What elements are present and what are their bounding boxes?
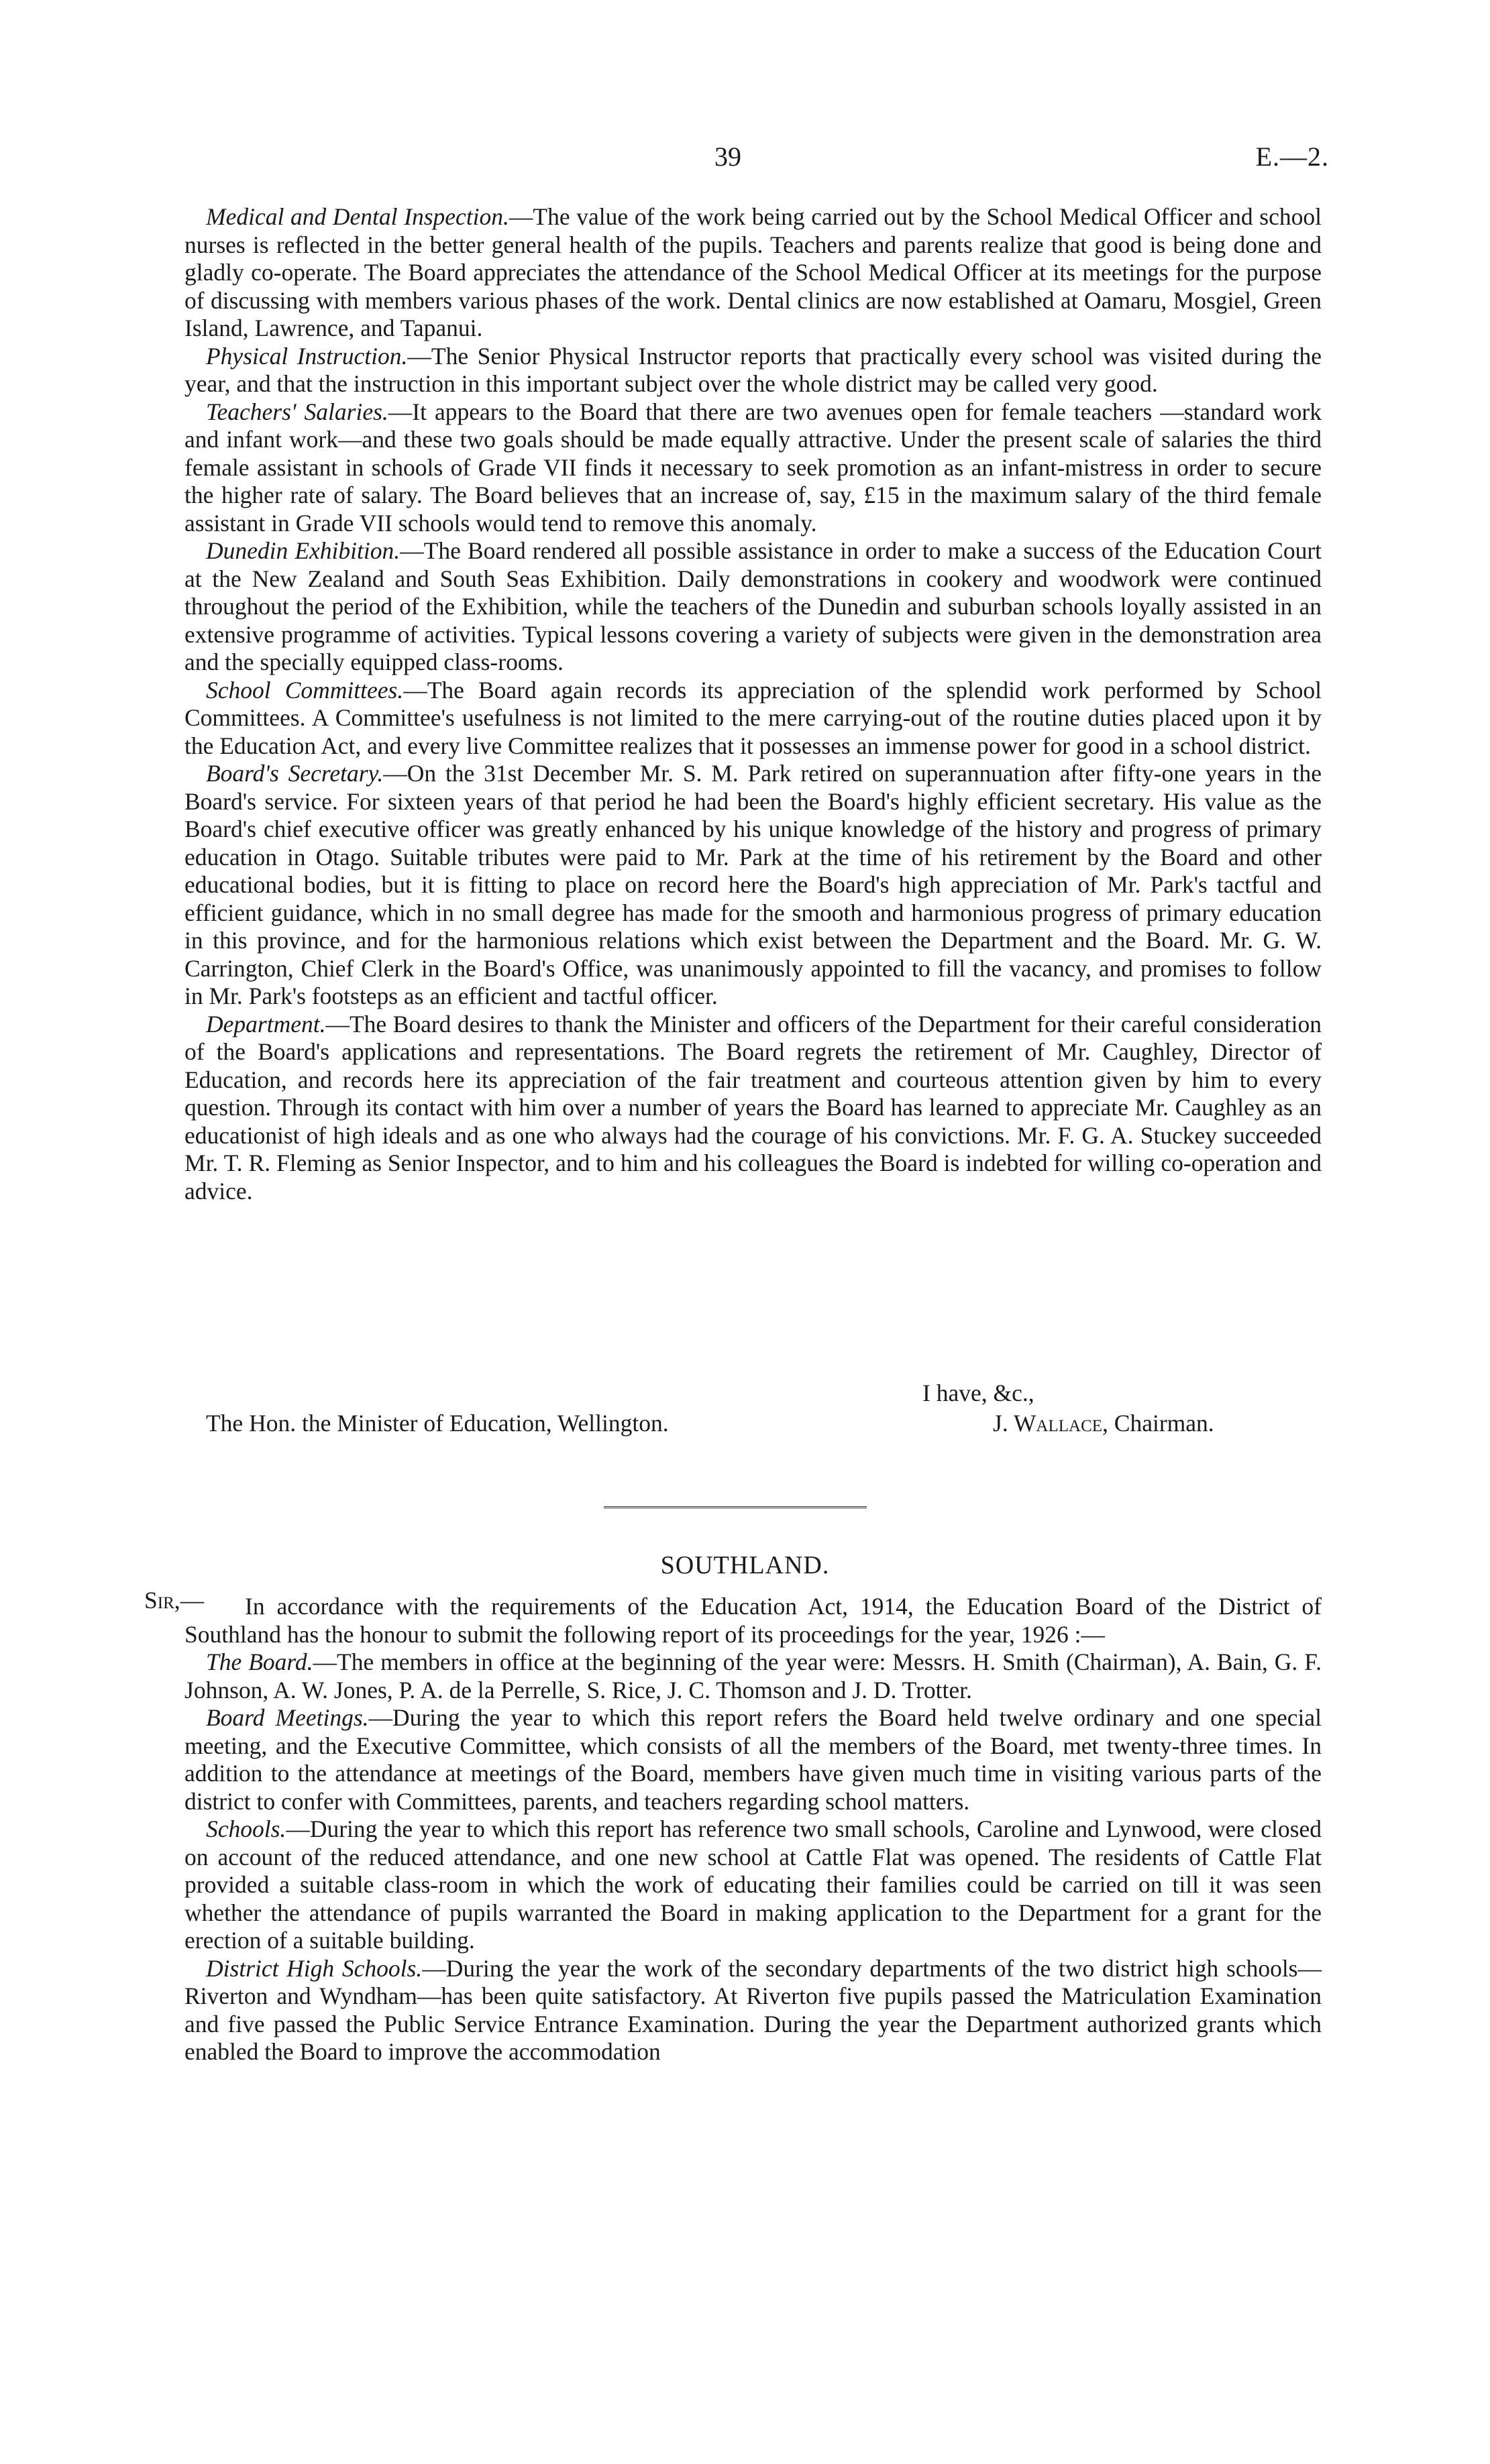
closing-phrase: I have, &c., <box>922 1380 1034 1406</box>
paragraph-heading: Teachers' Salaries. <box>206 398 388 425</box>
paragraph-the-board <box>184 1648 1322 1704</box>
paragraph-text: —The Senior Physical Instructor reports that practically every school was visited during the year, and that the instruction in this important subject over the whole district may be called very good. <box>184 342 1322 397</box>
paragraph-heading: Board Meetings. <box>206 1704 369 1731</box>
paragraph-text: In accordance with the requirements of the Education Act, 1914, the Education Board of the District of Southland has the honour to submit the following report of its proceedings for the year, 1926 :— <box>184 1593 1322 1648</box>
paragraph-text: —During the year the work of the secondary departments of the two district high schools—Riverton and Wyndham—has been quite satisfactory. At Riverton five pupils passed the Matriculation Examination and five passed the Public Service Entrance Examination. During the year the Department authorized grants which enabled the Board to improve the accommodation <box>184 1954 1322 2065</box>
paragraph-text: —The Board rendered all possible assistance in order to make a success of the Education Court at the New Zealand and South Seas Exhibition. Daily demonstrations in cookery and woodwork were continued throughout the period of the Exhibition, while the teachers of the Dunedin and suburban schools loyally assisted in an extensive programme of activities. Typical lessons covering a variety of subjects were given in the demonstration area and the specially equipped class-rooms. <box>184 537 1322 675</box>
paragraph-physical-instruction <box>184 343 1322 398</box>
paragraph-heading: Medical and Dental Inspection. <box>206 203 509 230</box>
paragraph-text: —The members in office at the beginning of the year were: Messrs. H. Smith (Chairman), A. Bain, G. F. Johnson, A. W. Jones, P. A. de la Perrelle, S. Rice, J. C. Thomson and J. D. Trotter. <box>184 1648 1322 1703</box>
signature-name: J. Wallace, <box>993 1410 1108 1437</box>
section-title-southland: SOUTHLAND. <box>660 1551 830 1579</box>
paragraph-district-high-schools <box>184 1955 1322 2066</box>
document-reference: E.—2. <box>1255 142 1329 172</box>
paragraph-text: —The Board again records its appreciation of the splendid work performed by School Committees. A Committee's usefulness is not limited to the mere carrying-out of the routine duties placed upon it by the Education Act, and every live Committee realizes that it possesses an immense power for good in a school district. <box>184 676 1322 759</box>
paragraph-medical-dental <box>184 203 1322 343</box>
page-number: 39 <box>714 142 741 172</box>
paragraph-text: —During the year to which this report refers the Board held twelve ordinary and one special meeting, and the Executive Committee, which consists of all the members of the Board, met twenty-three times. In addition to the attendance at meetings of the Board, members have given much time in visiting various parts of the district to confer with Committees, parents, and teachers regarding school matters. <box>184 1704 1322 1815</box>
paragraph-heading: District High Schools. <box>206 1954 423 1982</box>
paragraph-heading: The Board. <box>206 1648 313 1675</box>
addressee: The Hon. the Minister of Education, Wellington. <box>206 1410 669 1437</box>
paragraph-text: —During the year to which this report has reference two small schools, Caroline and Lynwood, were closed on account of the reduced attendance, and one new school at Cattle Flat was opened. The residents of Cattle Flat provided a suitable class-room in which the work of educating their families could be carried on till it was seen whether the attendance of pupils warranted the Board in making application to the Department for a grant for the erection of a suitable building. <box>184 1815 1322 1954</box>
southland-report-body <box>184 1593 1322 2066</box>
section-divider <box>604 1506 867 1508</box>
paragraph-teachers-salaries <box>184 398 1322 538</box>
paragraph-introduction <box>184 1593 1322 1648</box>
otago-report-body <box>184 203 1322 1205</box>
paragraph-text: —It appears to the Board that there are two avenues open for female teachers —standard work and infant work—and these two goals should be made equally attractive. Under the present scale of salaries the third female assistant in schools of Grade VII finds it necessary to seek promotion as an infant-mistress in order to secure the higher rate of salary. The Board believes that an increase of, say, £15 in the maximum salary of the third female assistant in Grade VII schools would tend to remove this anomaly. <box>184 398 1322 537</box>
paragraph-text: —On the 31st December Mr. S. M. Park retired on superannuation after fifty-one years in the Board's service. For sixteen years of that period he had been the Board's highly efficient secretary. His value as the Board's chief executive officer was greatly enhanced by his unique knowledge of the history and progress of primary education in Otago. Suitable tributes were paid to Mr. Park at the time of his retirement by the Board and other educational bodies, but it is fitting to place on record here the Board's high appreciation of Mr. Park's tactful and efficient guidance, which in no small degree has made for the smooth and harmonious progress of primary education in this province, and for the harmonious relations which exist between the Department and the Board. Mr. G. W. Carrington, Chief Clerk in the Board's Office, was unanimously appointed to fill the vacancy, and promises to follow in Mr. Park's footsteps as an efficient and tactful officer. <box>184 760 1322 1009</box>
paragraph-board-meetings <box>184 1704 1322 1815</box>
paragraph-text: —The Board desires to thank the Minister and officers of the Department for their careful consideration of the Board's applications and representations. The Board regrets the retirement of Mr. Caughley, Director of Education, and records here its appreciation of the fair treatment and courteous attention given by him to every question. Through its contact with him over a number of years the Board has learned to appreciate Mr. Caughley as an educationist of high ideals and as one who always had the courage of his convictions. Mr. F. G. A. Stuckey succeeded Mr. T. R. Fleming as Senior Inspector, and to him and his colleagues the Board is indebted for willing co-operation and advice. <box>184 1010 1322 1205</box>
paragraph-heading: School Committees. <box>206 676 404 704</box>
paragraph-school-committees <box>184 677 1322 761</box>
paragraph-text: —The value of the work being carried out by the School Medical Officer and school nurses is reflected in the better general health of the pupils. Teachers and parents realize that good is being done and gladly co-operate. The Board appreciates the attendance of the School Medical Officer at its meetings for the purpose of discussing with members various phases of the work. Dental clinics are now established at Oamaru, Mosgiel, Green Island, Lawrence, and Tapanui. <box>184 203 1322 341</box>
paragraph-department <box>184 1011 1322 1206</box>
paragraph-heading: Physical Instruction. <box>206 342 408 370</box>
salutation: Sir,— <box>144 1587 205 1614</box>
paragraph-schools <box>184 1815 1322 1955</box>
paragraph-dunedin-exhibition <box>184 537 1322 677</box>
signature-title: Chairman. <box>1108 1410 1214 1437</box>
paragraph-heading: Dunedin Exhibition. <box>206 537 401 564</box>
paragraph-heading: Department. <box>206 1010 326 1038</box>
paragraph-heading: Board's Secretary. <box>206 760 384 787</box>
signature <box>993 1410 1214 1438</box>
paragraph-boards-secretary <box>184 760 1322 1011</box>
paragraph-heading: Schools. <box>206 1815 286 1842</box>
page-header <box>0 141 1490 181</box>
